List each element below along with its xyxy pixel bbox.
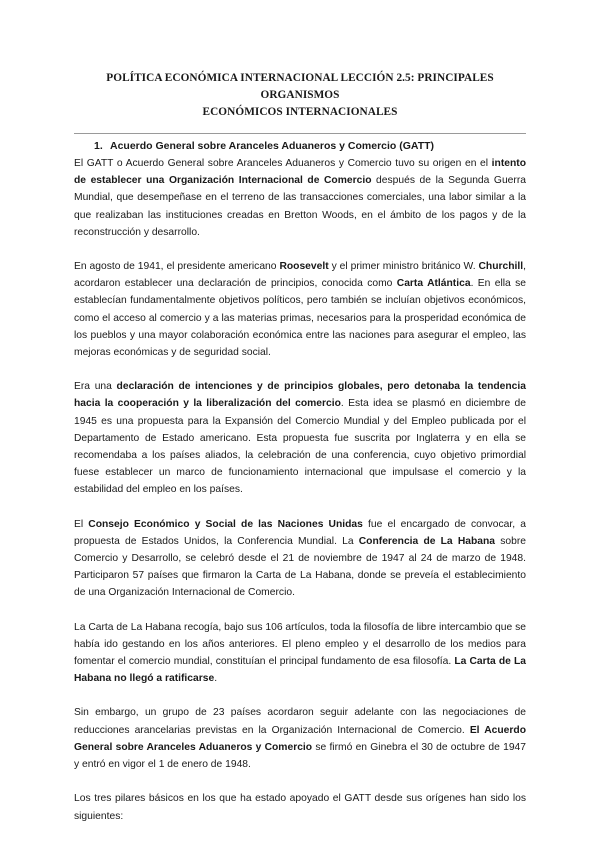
paragraph-2: En agosto de 1941, el presidente americano Roosevelt y el primer ministro británico W. Churchill, acordaron establecer una declaración de principios, conocida como Carta Atlántica. En ella se establecían fundamentalmente objetivos políticos, pero también se incluían objetivos económicos, como el acceso al comercio y a las materias primas, necesarios para la prosperidad económica de los pueblos y una mayor colaboración económica entre las naciones para asegurar el empleo, las mejoras económicas y de seguridad social. — [74, 261, 526, 359]
paragraph-7: Los tres pilares básicos en los que ha estado apoyado el GATT desde sus orígenes han sido los siguientes: — [74, 793, 526, 822]
document-page — [74, 70, 526, 825]
paragraph-4: El Consejo Económico y Social de las Naciones Unidas fue el encargado de convocar, a propuesta de Estados Unidos, la Conferencia Mundial. La Conferencia de La Habana sobre Comercio y Desarrollo, se celebró desde el 21 de noviembre de 1947 al 24 de marzo de 1948. Participaron 57 países que firmaron la Carta de La Habana, donde se preveía el establecimiento de una Organización Internacional de Comercio. — [74, 518, 526, 599]
title-divider — [74, 133, 526, 134]
section-title: Acuerdo General sobre Aranceles Aduaneros y Comercio (GATT) — [110, 140, 435, 152]
page-title — [74, 70, 526, 121]
paragraph-3: Era una declaración de intenciones y de principios globales, pero detonaba la tendencia hacia la cooperación y la liberalización del comercio. Esta idea se plasmó en diciembre de 1945 es una propuesta para la Expansión del Comercio Mundial y del Empleo publicada por el Departamento de Estado americano. Esta propuesta fue suscrita por Inglaterra y en ella se recomendaba a los países aliados, la celebración de una conferencia, cuyo objetivo primordial fuese establecer un marco de funcionamiento internacional que impulsase el comercio y la estabilidad del empleo en los países. — [74, 381, 526, 496]
paragraph-5: La Carta de La Habana recogía, bajo sus 106 artículos, toda la filosofía de libre intercambio que se había ido gestando en los años anteriores. El pleno empleo y el desarrollo de los medios para fomentar el comercio mundial, constituían el principal fundamento de esa filosofía. La Carta de La Habana no llegó a ratificarse. — [74, 621, 526, 685]
paragraph-6: Sin embargo, un grupo de 23 países acordaron seguir adelante con las negociaciones de reducciones arancelarias previstas en la Organización Internacional de Comercio. El Acuerdo General sobre Aranceles Aduaneros y Comercio se firmó en Ginebra el 30 de octubre de 1947 y entró en vigor el 1 de enero de 1948. — [74, 707, 526, 771]
section-heading — [94, 138, 526, 155]
page-title-line-1: POLÍTICA ECONÓMICA INTERNACIONAL LECCIÓN 2.5: PRINCIPALES ORGANISMOS — [106, 72, 494, 101]
page-title-line-2: ECONÓMICOS INTERNACIONALES — [202, 106, 398, 118]
section-number: 1. — [94, 140, 103, 152]
paragraph-1: El GATT o Acuerdo General sobre Aranceles Aduaneros y Comercio tuvo su origen en el intento de establecer una Organización Internacional de Comercio después de la Segunda Guerra Mundial, que desempeñase en el terreno de las transacciones comerciales, una labor similar a la que realizaban las instituciones creadas en Bretton Woods, en el ámbito de los pagos y de la reconstrucción y desarrollo. — [74, 158, 526, 238]
